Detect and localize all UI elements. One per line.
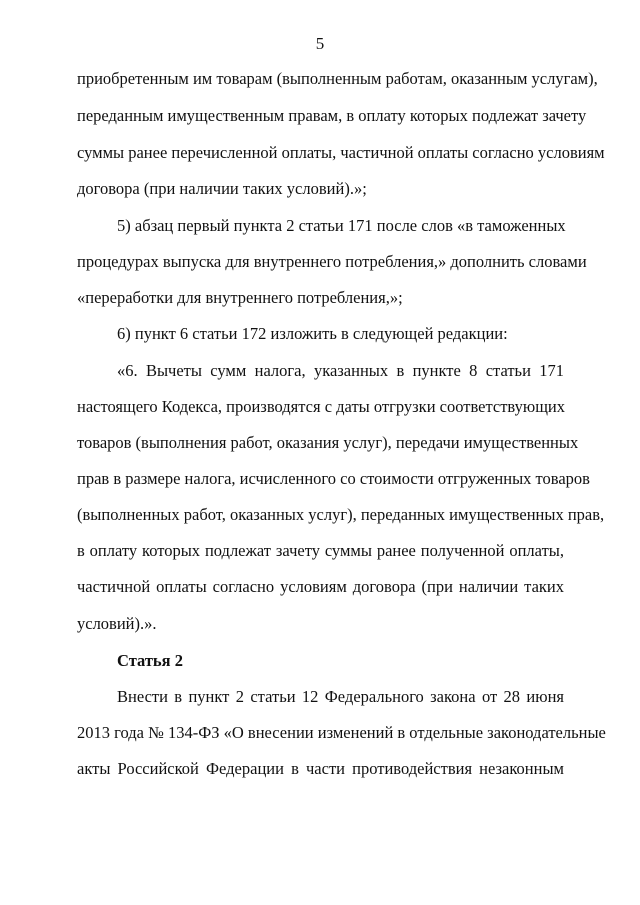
article-heading: Статья 2 bbox=[117, 651, 183, 670]
paragraph-first-line: 5) абзац первый пункта 2 статьи 171 после слов «в таможенных bbox=[117, 216, 566, 235]
text-line: договора (при наличии таких условий).»; bbox=[77, 179, 367, 198]
text-line: переданным имущественным правам, в оплату которых подлежат зачету bbox=[77, 106, 587, 125]
paragraph-first-line: 6) пункт 6 статьи 172 изложить в следующей редакции: bbox=[117, 324, 508, 343]
text-line: 2013 года № 134-ФЗ «О внесении изменений в отдельные законодательные bbox=[77, 723, 606, 742]
page-number: 5 bbox=[315, 34, 325, 53]
paragraph-first-line: Внести в пункт 2 статьи 12 Федерального закона от 28 июня bbox=[117, 687, 564, 706]
text-line: «переработки для внутреннего потребления,»; bbox=[77, 288, 403, 307]
text-line: настоящего Кодекса, производятся с даты отгрузки соответствующих bbox=[77, 397, 566, 416]
text-line: прав в размере налога, исчисленного со стоимости отгруженных товаров bbox=[77, 469, 590, 488]
text-line: в оплату которых подлежат зачету суммы ранее полученной оплаты, bbox=[77, 541, 564, 560]
text-line: процедурах выпуска для внутреннего потребления,» дополнить словами bbox=[77, 252, 587, 271]
paragraph-first-line: «6. Вычеты сумм налога, указанных в пункте 8 статьи 171 bbox=[117, 361, 564, 380]
text-line: (выполненных работ, оказанных услуг), переданных имущественных прав, bbox=[77, 505, 605, 524]
text-line: акты Российской Федерации в части противодействия незаконным bbox=[77, 759, 564, 778]
text-line: частичной оплаты согласно условиям договора (при наличии таких bbox=[77, 577, 564, 596]
text-line: условий).». bbox=[77, 614, 157, 633]
text-line: приобретенным им товарам (выполненным работам, оказанным услугам), bbox=[77, 69, 598, 88]
text-line: товаров (выполнения работ, оказания услуг), передачи имущественных bbox=[77, 433, 579, 452]
text-line: суммы ранее перечисленной оплаты, частичной оплаты согласно условиям bbox=[77, 143, 605, 162]
